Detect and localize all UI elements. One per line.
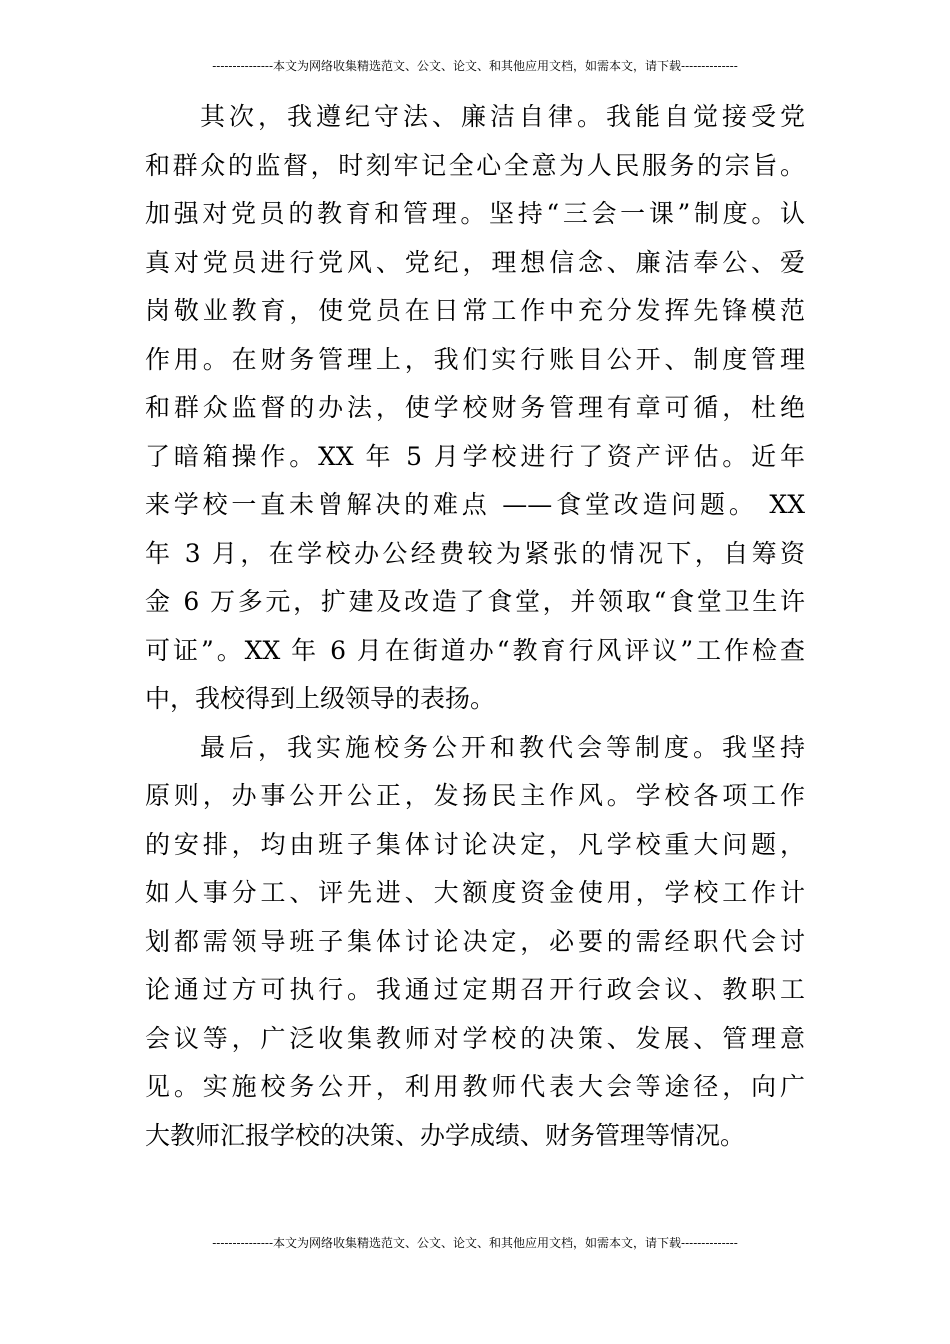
text-line: 最后，我实施校务公开和教代会等制度。我坚持 [200,732,805,762]
text-line: 和群众监督的办法，使学校财务管理有章可循，杜绝 [145,393,805,422]
text-line: 见。实施校务公开，利用教师代表大会等途径，向广 [145,1072,805,1101]
text-line: 中，我校得到上级领导的表扬。 [145,684,496,713]
text-line: 年 3 月，在学校办公经费较为紧张的情况下，自筹资 [145,538,805,568]
text-line: 加强对党员的教育和管理。坚持“三会一课”制度。认 [145,199,805,228]
paragraph-2 [145,724,805,1161]
header-banner: ---------------本文为网络收集精选范文、公文、论文、和其他应用文档，如需本文，请下载-------------- [212,59,738,73]
text-line: 大教师汇报学校的决策、办学成绩、财务管理等情况。 [145,1120,746,1150]
footer-banner: ---------------本文为网络收集精选范文、公文、论文、和其他应用文档，如需本文，请下载-------------- [212,1236,738,1250]
text-line: 可证”。XX 年 6 月在街道办“教育行风评议”工作检查 [145,635,805,665]
text-line: 来学校一直未曾解决的难点 ——食堂改造问题。 XX [145,490,805,519]
text-line: 原则，办事公开公正，发扬民主作风。学校各项工作 [145,781,805,810]
text-line: 其次，我遵纪守法、廉洁自律。我能自觉接受党 [200,102,805,131]
text-line: 了暗箱操作。XX 年 5 月学校进行了资产评估。近年 [145,441,805,471]
text-line: 作用。在财务管理上，我们实行账目公开、制度管理 [145,344,805,374]
text-line: 金 6 万多元，扩建及改造了食堂，并领取“食堂卫生许 [145,587,805,616]
text-line: 的安排，均由班子集体讨论决定，凡学校重大问题， [145,829,805,859]
text-line: 划都需领导班子集体讨论决定，必要的需经职代会讨 [145,926,805,956]
text-line: 论通过方可执行。我通过定期召开行政会议、教职工 [145,975,805,1004]
text-line: 如人事分工、评先进、大额度资金使用，学校工作计 [145,878,805,907]
text-line: 会议等，广泛收集教师对学校的决策、发展、管理意 [145,1023,805,1053]
text-line: 岗敬业教育，使党员在日常工作中充分发挥先锋模范 [145,296,805,325]
text-line: 真对党员进行党风、党纪，理想信念、廉洁奉公、爱 [145,247,805,277]
text-line: 和群众的监督，时刻牢记全心全意为人民服务的宗旨。 [145,150,805,180]
document-body [145,93,805,1160]
paragraph-1 [145,93,805,724]
